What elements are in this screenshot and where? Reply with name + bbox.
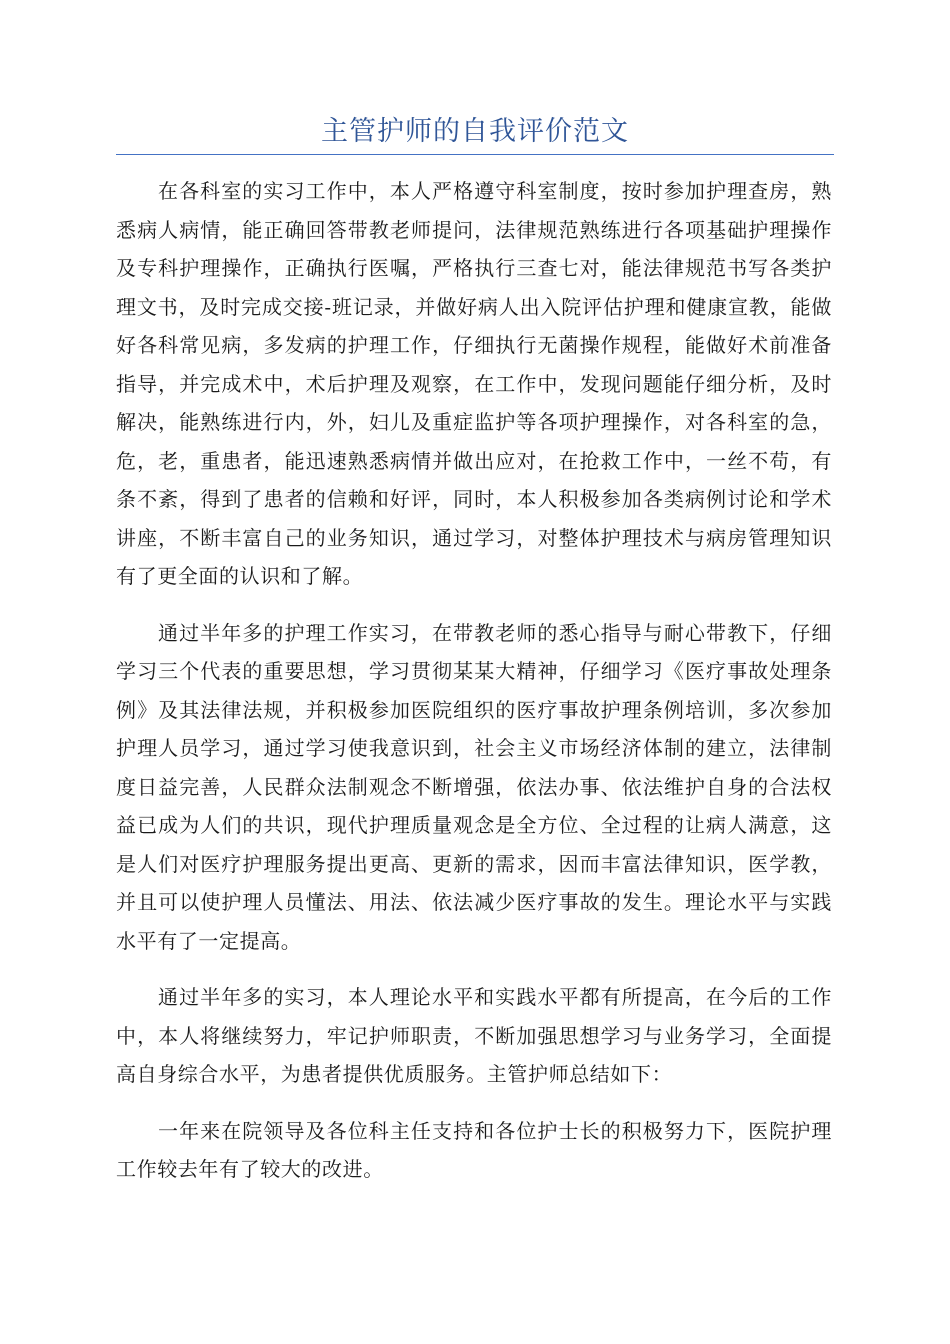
body-paragraph: 一年来在院领导及各位科主任支持和各位护士长的积极努力下，医院护理工作较去年有了较大的改进。 [116,1118,832,1181]
body-paragraph: 通过半年多的实习，本人理论水平和实践水平都有所提高，在今后的工作中，本人将继续努力，牢记护师职责，不断加强思想学习与业务学习，全面提高自身综合水平，为患者提供优质服务。主管护师总结如下： [116,985,832,1086]
body-paragraph: 在各科室的实习工作中，本人严格遵守科室制度，按时参加护理查房，熟悉病人病情，能正确回答带教老师提问，法律规范熟练进行各项基础护理操作及专科护理操作，正确执行医嘱，严格执行三查七对，能法律规范书写各类护理文书，及时完成交接-班记录，并做好病人出入院评估护理和健康宣教，能做好各科常见病，多发病的护理工作，仔细执行无菌操作规程，能做好术前准备指导，并完成术中，术后护理及观察，在工作中，发现问题能仔细分析，及时解决，能熟练进行内，外，妇儿及重症监护等各项护理操作，对各科室的急，危，老，重患者，能迅速熟悉病情并做出应对，在抢救工作中，一丝不苟，有条不紊，得到了患者的信赖和好评，同时，本人积极参加各类病例讨论和学术讲座，不断丰富自己的业务知识，通过学习，对整体护理技术与病房管理知识有了更全面的认识和了解。 [116,179,832,588]
document-title: 主管护师的自我评价范文 [321,116,629,147]
document-body [116,172,832,1207]
title-underline [116,154,834,155]
body-paragraph: 通过半年多的护理工作实习，在带教老师的悉心指导与耐心带教下，仔细学习三个代表的重要思想，学习贯彻某某大精神，仔细学习《医疗事故处理条例》及其法律法规，并积极参加医院组织的医疗事故护理条例培训，多次参加护理人员学习，通过学习使我意识到，社会主义市场经济体制的建立，法律制度日益完善，人民群众法制观念不断增强，依法办事、依法维护自身的合法权益已成为人们的共识，现代护理质量观念是全方位、全过程的让病人满意，这是人们对医疗护理服务提出更高、更新的需求，因而丰富法律知识，医学教，并且可以使护理人员懂法、用法、依法减少医疗事故的发生。理论水平与实践水平有了一定提高。 [116,620,832,953]
